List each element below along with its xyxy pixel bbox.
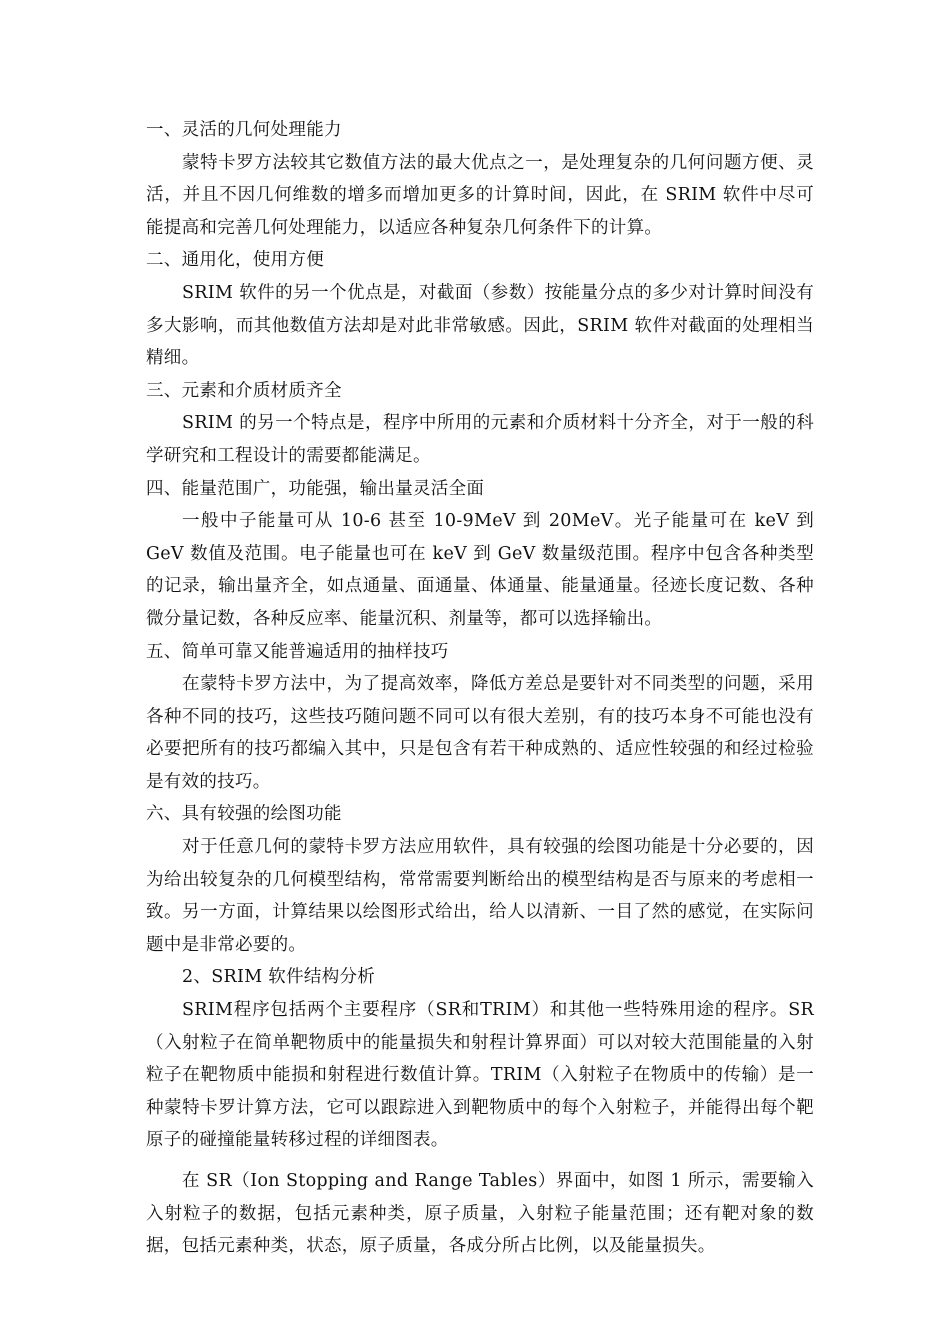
- section-heading-6: 六、具有较强的绘图功能: [146, 804, 342, 825]
- document-body: [146, 114, 814, 1263]
- section-heading-3: 三、元素和介质材质齐全: [146, 380, 342, 401]
- section-paragraph-4: 一般中子能量可从 10-6 甚至 10-9MeV 到 20MeV。光子能量可在 keV 到 GeV 数值及范围。电子能量也可在 keV 到 GeV 数量级范围。程序中包含各种类型的记录，输出量齐全，如点通量、面通量、体通量、能量通量。径迹长度记数、各种微分量记数，各种反应率、能量沉积、剂量等，都可以选择输出。: [146, 511, 814, 629]
- subsection-title: 2、SRIM 软件结构分析: [182, 967, 376, 988]
- section-paragraph-2: SRIM 软件的另一个优点是，对截面（参数）按能量分点的多少对计算时间没有多大影响，而其他数值方法却是对此非常敏感。因此，SRIM 软件对截面的处理相当精细。: [146, 282, 814, 369]
- section-paragraph-3: SRIM 的另一个特点是，程序中所用的元素和介质材料十分齐全，对于一般的科学研究和工程设计的需要都能满足。: [146, 413, 814, 466]
- section-heading-2: 二、通用化，使用方便: [146, 250, 324, 271]
- section-heading-4: 四、能量范围广，功能强，输出量灵活全面: [146, 478, 485, 499]
- section-heading-1: 一、灵活的几何处理能力: [146, 120, 342, 140]
- section-paragraph-5: 在蒙特卡罗方法中，为了提高效率，降低方差总是要针对不同类型的问题，采用各种不同的技巧，这些技巧随问题不同可以有很大差别，有的技巧本身不可能也没有必要把所有的技巧都编入其中，只是包含有若干种成熟的、适应性较强的和经过检验是有效的技巧。: [146, 674, 814, 792]
- section-paragraph-6: 对于任意几何的蒙特卡罗方法应用软件，具有较强的绘图功能是十分必要的，因为给出较复杂的几何模型结构，常常需要判断给出的模型结构是否与原来的考虑相一致。另一方面，计算结果以绘图形式给出，给人以清新、一目了然的感觉，在实际问题中是非常必要的。: [146, 837, 814, 955]
- sr-interface-paragraph: 在 SR（Ion Stopping and Range Tables）界面中，如图 1 所示，需要输入入射粒子的数据，包括元素种类，原子质量，入射粒子能量范围；还有靶对象的数据，包括元素种类，状态，原子质量，各成分所占比例，以及能量损失。: [146, 1171, 814, 1257]
- section-heading-5: 五、简单可靠又能普遍适用的抽样技巧: [146, 641, 449, 662]
- srim-structure-paragraph: SRIM程序包括两个主要程序（SR和TRIM）和其他一些特殊用途的程序。SR（入射粒子在简单靶物质中的能量损失和射程计算界面）可以对较大范围能量的入射粒子在靶物质中能损和射程进行数值计算。TRIM（入射粒子在物质中的传输）是一种蒙特卡罗计算方法，它可以跟踪进入到靶物质中的每个入射粒子，并能得出每个靶原子的碰撞能量转移过程的详细图表。: [146, 1000, 814, 1151]
- section-paragraph-1: 蒙特卡罗方法较其它数值方法的最大优点之一，是处理复杂的几何问题方便、灵活，并且不因几何维数的增多而增加更多的计算时间，因此，在 SRIM 软件中尽可能提高和完善几何处理能力，以适应各种复杂几何条件下的计算。: [146, 152, 814, 238]
